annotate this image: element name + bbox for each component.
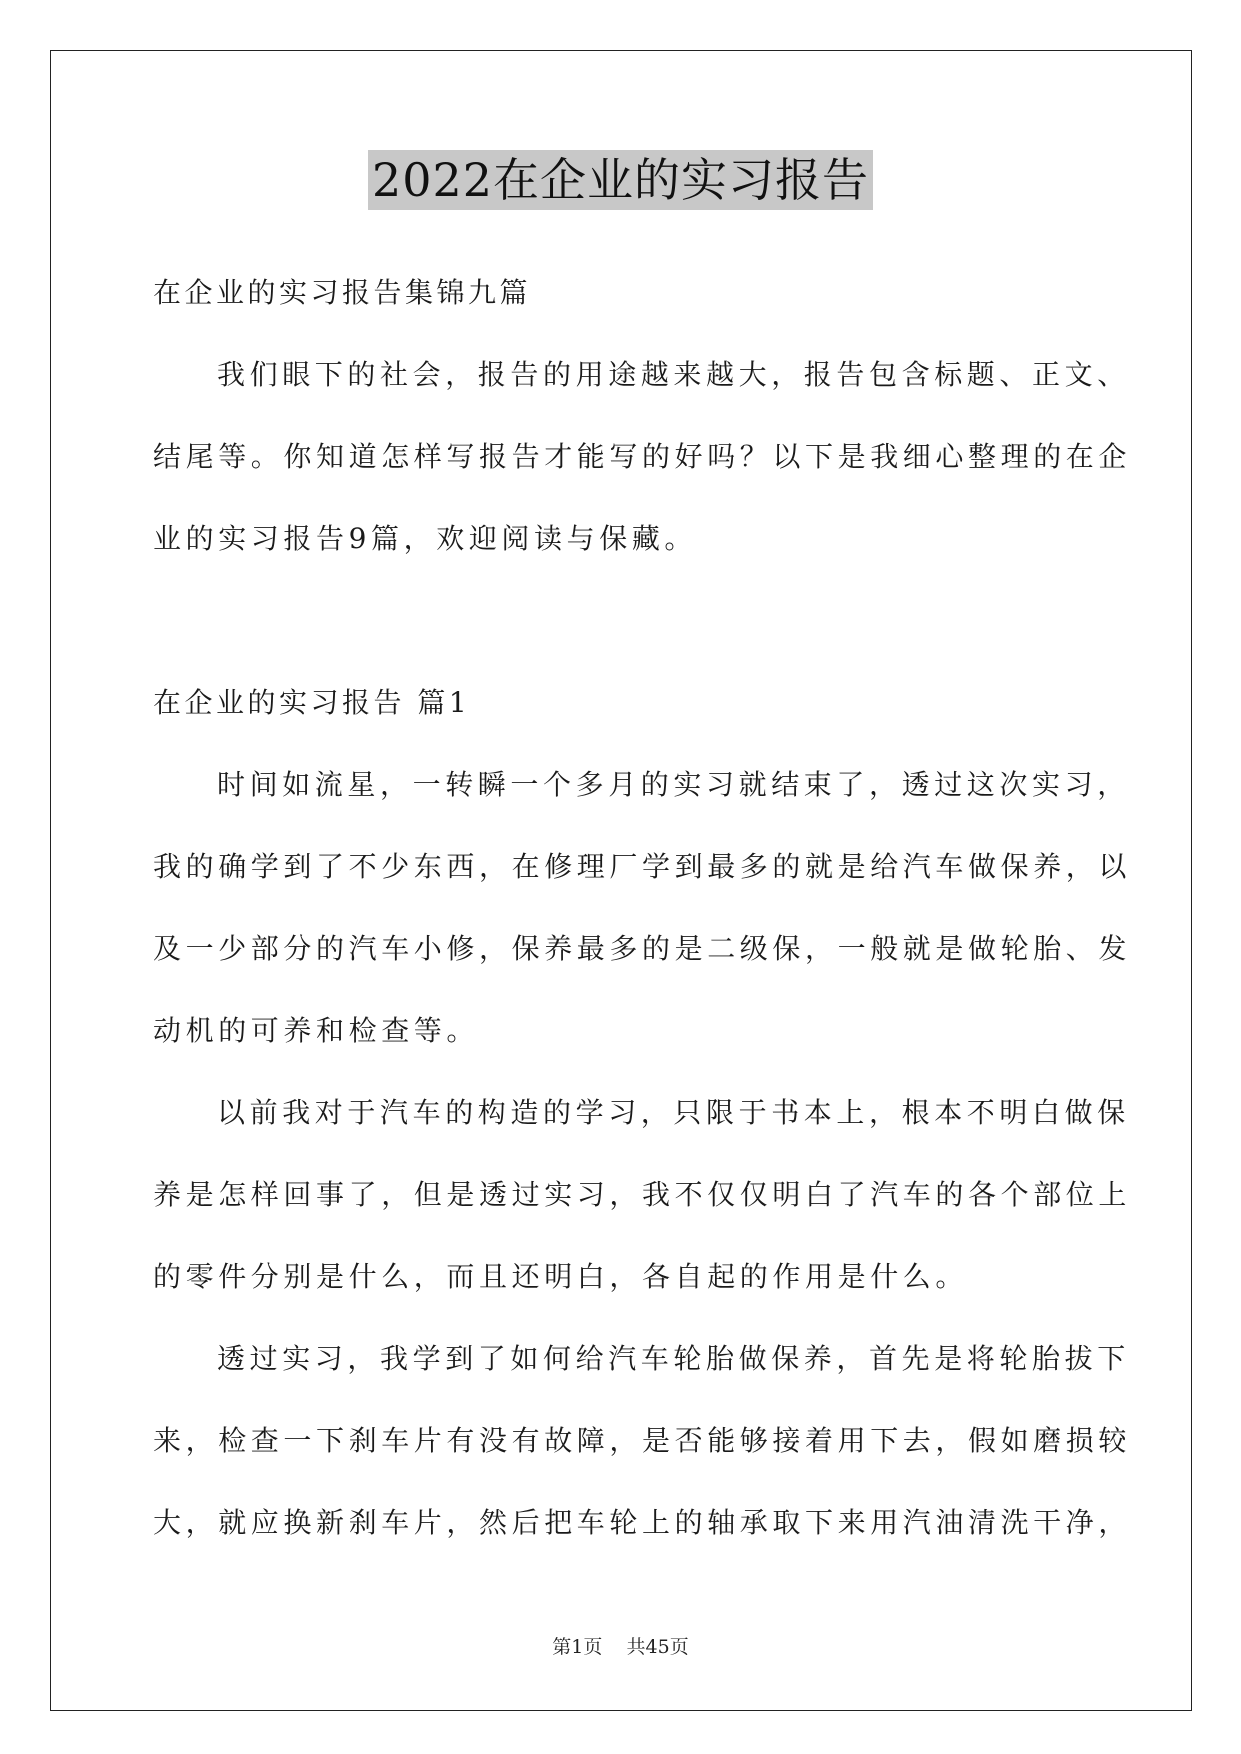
paragraph-line: 我的确学到了不少东西，在修理厂学到最多的就是给汽车做保养，以 xyxy=(153,850,1132,883)
paragraph-line: 时间如流星，一转瞬一个多月的实习就结束了，透过这次实习， xyxy=(217,768,1130,801)
spacer xyxy=(153,580,1093,662)
intro-paragraph xyxy=(153,334,1132,580)
body-paragraph xyxy=(153,1072,1132,1318)
document-body xyxy=(153,252,1132,1564)
paragraph-line: 动机的可养和检查等。 xyxy=(153,1014,480,1047)
document-subtitle: 在企业的实习报告集锦九篇 xyxy=(153,276,532,309)
body-paragraph xyxy=(153,1318,1132,1564)
paragraph-line: 以前我对于汽车的构造的学习，只限于书本上，根本不明白做保 xyxy=(217,1096,1130,1129)
paragraph-line: 业的实习报告9篇，欢迎阅读与保藏。 xyxy=(153,522,698,555)
page-number-footer: 第1页 共45页 xyxy=(552,1636,689,1658)
paragraph-line: 我们眼下的社会，报告的用途越来越大，报告包含标题、正文、 xyxy=(217,358,1130,391)
paragraph-line: 的零件分别是什么，而且还明白，各自起的作用是什么。 xyxy=(153,1260,969,1293)
paragraph-line: 大，就应换新刹车片，然后把车轮上的轴承取下来用汽油清洗干净， xyxy=(153,1506,1132,1539)
body-paragraph xyxy=(153,744,1132,1072)
paragraph-line: 透过实习，我学到了如何给汽车轮胎做保养，首先是将轮胎拔下 xyxy=(217,1342,1130,1375)
paragraph-line: 结尾等。你知道怎样写报告才能写的好吗？以下是我细心整理的在企 xyxy=(153,440,1132,473)
paragraph-line: 来，检查一下刹车片有没有故障，是否能够接着用下去，假如磨损较 xyxy=(153,1424,1132,1457)
paragraph-line: 及一少部分的汽车小修，保养最多的是二级保，一般就是做轮胎、发 xyxy=(153,932,1132,965)
title-container xyxy=(0,150,1241,210)
document-title: 2022在企业的实习报告 xyxy=(368,150,873,210)
paragraph-line: 养是怎样回事了，但是透过实习，我不仅仅明白了汽车的各个部位上 xyxy=(153,1178,1132,1211)
section-heading: 在企业的实习报告 篇1 xyxy=(153,686,471,719)
